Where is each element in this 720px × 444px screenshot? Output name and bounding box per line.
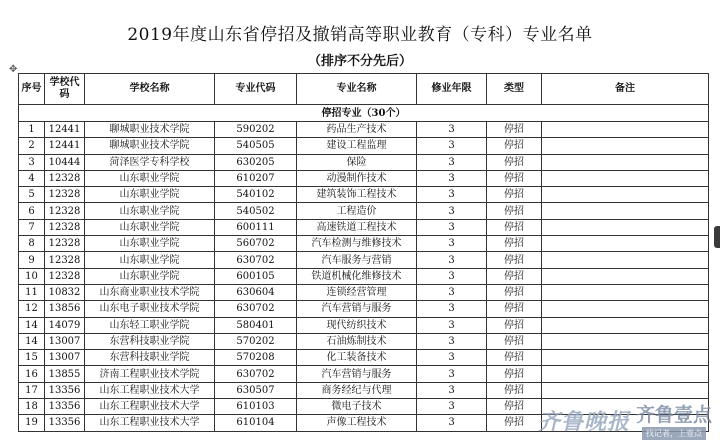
remarks-cell [542, 350, 709, 366]
type-cell: 停招 [487, 350, 542, 366]
col-years-header: 修业年限 [417, 74, 487, 105]
remarks-cell [542, 187, 709, 203]
school-code-cell: 10832 [45, 284, 85, 300]
remarks-cell [542, 382, 709, 398]
years-cell: 3 [417, 219, 487, 235]
school-name-cell: 东营科技职业学院 [85, 333, 215, 349]
school-code-cell: 13007 [45, 333, 85, 349]
remarks-cell [542, 301, 709, 317]
major-list-table [18, 73, 709, 432]
table-row [19, 284, 709, 300]
move-handle-icon[interactable]: ✥ [9, 64, 18, 75]
type-cell: 停招 [487, 301, 542, 317]
remarks-cell [542, 138, 709, 154]
school-code-cell: 12328 [45, 187, 85, 203]
type-cell: 停招 [487, 415, 542, 431]
remarks-cell [542, 333, 709, 349]
major-code-cell: 610104 [215, 415, 297, 431]
table-row [19, 317, 709, 333]
major-code-cell: 600111 [215, 219, 297, 235]
major-name-cell: 化工装备技术 [297, 350, 417, 366]
major-name-cell: 建设工程监理 [297, 138, 417, 154]
index-cell: 18 [19, 399, 45, 415]
years-cell: 3 [417, 170, 487, 186]
type-cell: 停招 [487, 154, 542, 170]
page-title: 2019年度山东省停招及撤销高等职业教育（专科）专业名单 [127, 25, 593, 45]
major-code-cell: 570202 [215, 333, 297, 349]
type-cell: 停招 [487, 333, 542, 349]
major-name-cell: 声像工程技术 [297, 415, 417, 431]
school-name-cell: 山东职业学院 [85, 252, 215, 268]
years-cell: 3 [417, 301, 487, 317]
major-code-cell: 600105 [215, 268, 297, 284]
type-cell: 停招 [487, 382, 542, 398]
remarks-cell [542, 203, 709, 219]
type-cell: 停招 [487, 252, 542, 268]
type-cell: 停招 [487, 187, 542, 203]
index-cell: 7 [19, 219, 45, 235]
school-name-cell: 山东工程职业技术大学 [85, 415, 215, 431]
school-name-cell: 山东职业学院 [85, 170, 215, 186]
school-code-cell: 12328 [45, 170, 85, 186]
school-code-cell: 12441 [45, 122, 85, 138]
school-name-cell: 聊城职业技术学院 [85, 138, 215, 154]
type-cell: 停招 [487, 399, 542, 415]
major-name-cell: 高速铁道工程技术 [297, 219, 417, 235]
remarks-cell [542, 236, 709, 252]
major-name-cell: 药品生产技术 [297, 122, 417, 138]
table-row [19, 382, 709, 398]
major-code-cell: 610103 [215, 399, 297, 415]
table-row [19, 187, 709, 203]
type-cell: 停招 [487, 170, 542, 186]
index-cell: 9 [19, 252, 45, 268]
school-name-cell: 山东工程职业技术大学 [85, 382, 215, 398]
col-index-header: 序号 [19, 74, 45, 105]
school-name-cell: 东营科技职业学院 [85, 350, 215, 366]
type-cell: 停招 [487, 219, 542, 235]
years-cell: 3 [417, 236, 487, 252]
remarks-cell [542, 284, 709, 300]
index-cell: 1 [19, 122, 45, 138]
page-subtitle: （排序不分先后） [307, 54, 412, 69]
remarks-cell [542, 268, 709, 284]
years-cell: 3 [417, 187, 487, 203]
table-row [19, 333, 709, 349]
major-code-cell: 630702 [215, 366, 297, 382]
school-name-cell: 山东职业学院 [85, 203, 215, 219]
major-name-cell: 商务经纪与代理 [297, 382, 417, 398]
table-row [19, 236, 709, 252]
years-cell: 3 [417, 399, 487, 415]
major-code-cell: 570208 [215, 350, 297, 366]
table-row [19, 219, 709, 235]
col-type-header: 类型 [487, 74, 542, 105]
index-cell: 12 [19, 301, 45, 317]
table-row [19, 138, 709, 154]
type-cell: 停招 [487, 317, 542, 333]
school-code-cell: 12328 [45, 236, 85, 252]
years-cell: 3 [417, 317, 487, 333]
school-code-cell: 12328 [45, 268, 85, 284]
years-cell: 3 [417, 268, 487, 284]
school-code-cell: 13356 [45, 399, 85, 415]
major-code-cell: 630604 [215, 284, 297, 300]
school-code-cell: 12441 [45, 138, 85, 154]
years-cell: 3 [417, 415, 487, 431]
index-cell: 11 [19, 284, 45, 300]
school-name-cell: 聊城职业技术学院 [85, 122, 215, 138]
major-name-cell: 汽车营销与服务 [297, 366, 417, 382]
school-name-cell: 山东商业职业技术学院 [85, 284, 215, 300]
years-cell: 3 [417, 333, 487, 349]
school-name-cell: 山东电子职业技术学院 [85, 301, 215, 317]
school-code-cell: 14079 [45, 317, 85, 333]
school-code-cell: 13856 [45, 301, 85, 317]
side-scroll-tab[interactable] [714, 226, 720, 248]
section-label: 停招专业（30个） [19, 105, 709, 122]
major-name-cell: 汽车服务与营销 [297, 252, 417, 268]
major-name-cell: 建筑装饰工程技术 [297, 187, 417, 203]
major-name-cell: 保险 [297, 154, 417, 170]
major-code-cell: 610207 [215, 170, 297, 186]
major-code-cell: 540102 [215, 187, 297, 203]
index-cell: 5 [19, 187, 45, 203]
school-code-cell: 13855 [45, 366, 85, 382]
index-cell: 2 [19, 138, 45, 154]
index-cell: 14 [19, 333, 45, 349]
school-code-cell: 12328 [45, 203, 85, 219]
col-major-name-header: 专业名称 [297, 74, 417, 105]
school-name-cell: 菏泽医学专科学校 [85, 154, 215, 170]
major-name-cell: 汽车检测与维修技术 [297, 236, 417, 252]
table-row [19, 154, 709, 170]
years-cell: 3 [417, 122, 487, 138]
remarks-cell [542, 366, 709, 382]
table-row [19, 268, 709, 284]
col-school-code-header: 学校代码 [45, 74, 85, 105]
remarks-cell [542, 252, 709, 268]
table-header-row [19, 74, 709, 105]
table-row [19, 203, 709, 219]
type-cell: 停招 [487, 236, 542, 252]
index-cell: 10 [19, 268, 45, 284]
remarks-cell [542, 122, 709, 138]
school-name-cell: 山东职业学院 [85, 236, 215, 252]
years-cell: 3 [417, 284, 487, 300]
remarks-cell [542, 219, 709, 235]
table-row [19, 252, 709, 268]
major-name-cell: 动漫制作技术 [297, 170, 417, 186]
school-code-cell: 13356 [45, 415, 85, 431]
years-cell: 3 [417, 252, 487, 268]
years-cell: 3 [417, 382, 487, 398]
table-row [19, 366, 709, 382]
school-name-cell: 山东轻工职业学院 [85, 317, 215, 333]
table-row [19, 350, 709, 366]
major-code-cell: 630702 [215, 301, 297, 317]
index-cell: 16 [19, 366, 45, 382]
type-cell: 停招 [487, 203, 542, 219]
major-code-cell: 540505 [215, 138, 297, 154]
school-code-cell: 12328 [45, 252, 85, 268]
major-code-cell: 560702 [215, 236, 297, 252]
table-row [19, 301, 709, 317]
major-name-cell: 汽车营销与服务 [297, 301, 417, 317]
years-cell: 3 [417, 350, 487, 366]
remarks-cell [542, 317, 709, 333]
watermark-brand-box [636, 400, 712, 440]
school-code-cell: 10444 [45, 154, 85, 170]
index-cell: 4 [19, 170, 45, 186]
years-cell: 3 [417, 203, 487, 219]
major-name-cell: 石油炼制技术 [297, 333, 417, 349]
type-cell: 停招 [487, 138, 542, 154]
col-major-code-header: 专业代码 [215, 74, 297, 105]
col-remarks-header: 备注 [542, 74, 709, 105]
major-code-cell: 630702 [215, 252, 297, 268]
index-cell: 8 [19, 236, 45, 252]
index-cell: 3 [19, 154, 45, 170]
col-school-name-header: 学校名称 [85, 74, 215, 105]
watermark-brand: 齐鲁壹点 [635, 404, 712, 426]
years-cell: 3 [417, 154, 487, 170]
watermark [538, 400, 712, 440]
major-code-cell: 590202 [215, 122, 297, 138]
major-code-cell: 540502 [215, 203, 297, 219]
major-name-cell: 现代纺织技术 [297, 317, 417, 333]
school-code-cell: 13356 [45, 382, 85, 398]
major-name-cell: 微电子技术 [297, 399, 417, 415]
table-row [19, 122, 709, 138]
type-cell: 停招 [487, 366, 542, 382]
school-name-cell: 山东职业学院 [85, 219, 215, 235]
major-name-cell: 连锁经营管理 [297, 284, 417, 300]
years-cell: 3 [417, 138, 487, 154]
section-row [19, 105, 709, 122]
table-row [19, 170, 709, 186]
major-name-cell: 铁道机械化维修技术 [297, 268, 417, 284]
remarks-cell [542, 170, 709, 186]
school-name-cell: 山东职业学院 [85, 187, 215, 203]
type-cell: 停招 [487, 284, 542, 300]
school-name-cell: 山东职业学院 [85, 268, 215, 284]
watermark-tagline: 找记者，上壹点 [642, 427, 706, 440]
major-code-cell: 580401 [215, 317, 297, 333]
index-cell: 6 [19, 203, 45, 219]
school-code-cell: 12328 [45, 219, 85, 235]
major-code-cell: 630205 [215, 154, 297, 170]
type-cell: 停招 [487, 268, 542, 284]
index-cell: 17 [19, 382, 45, 398]
index-cell: 14 [19, 317, 45, 333]
major-code-cell: 630507 [215, 382, 297, 398]
major-name-cell: 工程造价 [297, 203, 417, 219]
school-name-cell: 济南工程职业技术学院 [85, 366, 215, 382]
school-name-cell: 山东工程职业技术大学 [85, 399, 215, 415]
school-code-cell: 13007 [45, 350, 85, 366]
remarks-cell [542, 154, 709, 170]
years-cell: 3 [417, 366, 487, 382]
index-cell: 15 [19, 350, 45, 366]
watermark-brush-text: 齐鲁晚报 [537, 408, 630, 435]
type-cell: 停招 [487, 122, 542, 138]
index-cell: 19 [19, 415, 45, 431]
